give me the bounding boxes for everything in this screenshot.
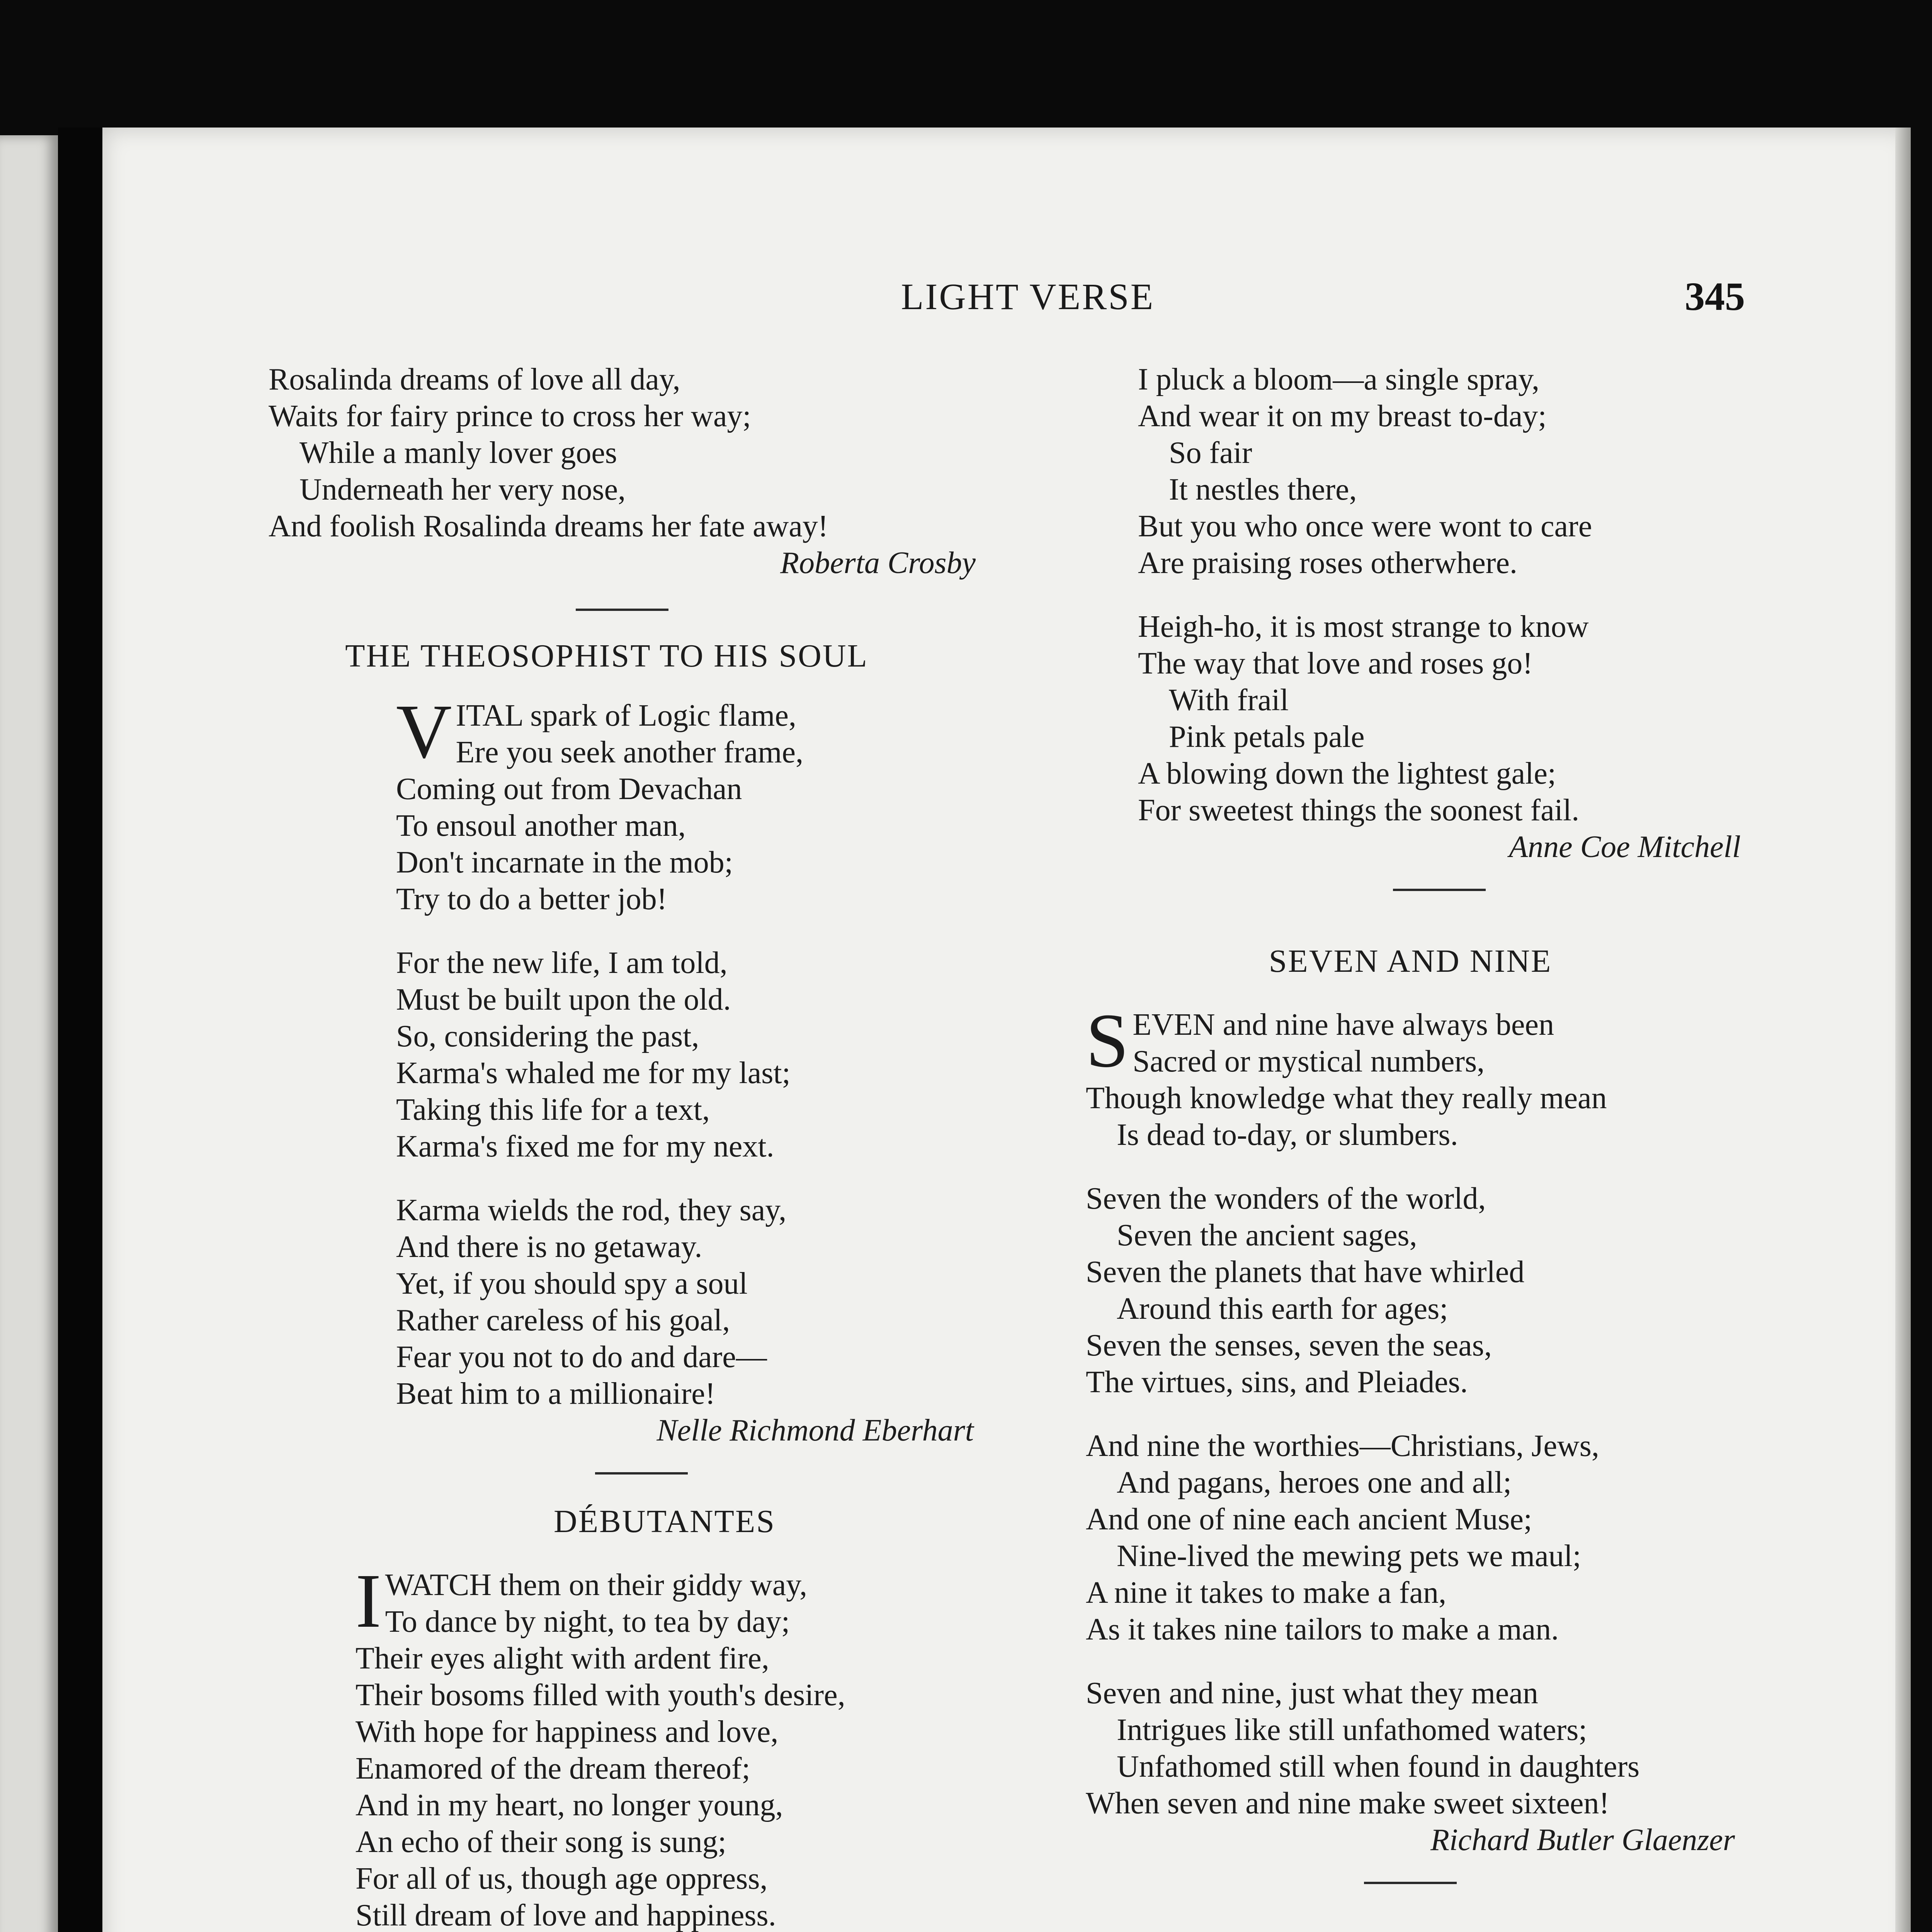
poem-wild-roses-part2 — [1138, 361, 1741, 891]
poem-line: Is dead to-day, or slumbers. — [1117, 1118, 1458, 1152]
poem-line: Seven the senses, seven the seas, — [1086, 1328, 1492, 1362]
poem-line: Their bosoms filled with youth's desire, — [355, 1678, 845, 1712]
poem-line: Sacred or mystical numbers, — [1133, 1044, 1485, 1078]
poem-line: Intrigues like still unfathomed waters; — [1117, 1713, 1587, 1747]
poem-line: Karma's fixed me for my next. — [396, 1129, 774, 1163]
book-spine — [58, 128, 102, 1932]
stanza — [1086, 1428, 1735, 1648]
poem-line: WATCH them on their giddy way, — [385, 1568, 808, 1602]
poem-line: Heigh-ho, it is most strange to know — [1138, 610, 1589, 644]
poem-line: The way that love and roses go! — [1138, 646, 1533, 680]
poem-line: Are praising roses otherwhere. — [1138, 546, 1517, 580]
poem-line: Yet, if you should spy a soul — [396, 1267, 748, 1301]
poem-line: For all of us, though age oppress, — [355, 1862, 768, 1896]
poem-line: Enamored of the dream thereof; — [355, 1752, 750, 1786]
adjacent-page-edge — [0, 135, 58, 1932]
poem-rosalinda — [269, 361, 976, 611]
poem-line: And nine the worthies—Christians, Jews, — [1086, 1429, 1599, 1463]
running-head: LIGHT VERSE — [901, 276, 1155, 317]
poem-line: A blowing down the lightest gale; — [1138, 757, 1556, 791]
poem-seven-and-nine — [1086, 943, 1735, 1884]
poem-debutantes — [355, 1503, 974, 1932]
poem-line: A nine it takes to make a fan, — [1086, 1576, 1447, 1610]
poem-line: Ere you seek another frame, — [456, 735, 804, 769]
poem-line: And pagans, heroes one and all; — [1117, 1466, 1512, 1500]
page-right-edge — [1895, 128, 1911, 1932]
poem-line: Waits for fairy prince to cross her way; — [269, 399, 751, 433]
poem-line: With hope for happiness and love, — [355, 1715, 779, 1749]
section-divider — [1393, 889, 1486, 891]
poem-line: Seven the wonders of the world, — [1086, 1182, 1486, 1216]
poem-line: It nestles there, — [1169, 473, 1357, 507]
poem-line: An echo of their song is sung; — [355, 1825, 726, 1859]
poem-line: Taking this life for a text, — [396, 1093, 710, 1127]
poem-line: And wear it on my breast to-day; — [1138, 399, 1547, 433]
poem-line: So fair — [1169, 436, 1252, 470]
stanza — [1138, 609, 1741, 829]
stanza — [332, 1192, 974, 1412]
poem-line: So, considering the past, — [396, 1019, 699, 1053]
poem-line: Karma's whaled me for my last; — [396, 1056, 791, 1090]
poem-line: Rather careless of his goal, — [396, 1303, 730, 1337]
poem-line: As it takes nine tailors to make a man. — [1086, 1612, 1559, 1646]
poem-line: Try to do a better job! — [396, 882, 667, 916]
poem-line: But you who once were wont to care — [1138, 509, 1592, 543]
poem-line: Beat him to a millionaire! — [396, 1377, 716, 1411]
stanza — [332, 689, 974, 918]
poem-line: For the new life, I am told, — [396, 946, 728, 980]
section-divider — [1364, 1882, 1457, 1884]
poem-line: And in my heart, no longer young, — [355, 1788, 783, 1822]
poem-line: Seven the ancient sages, — [1117, 1218, 1417, 1252]
stanza — [1086, 1180, 1735, 1401]
poem-line: For sweetest things the soonest fail. — [1138, 793, 1580, 827]
stanza — [332, 945, 974, 1165]
poem-line: EVEN and nine have always been — [1133, 1008, 1554, 1042]
poem-line: Their eyes alight with ardent fire, — [355, 1641, 769, 1675]
poem-line: Seven and nine, just what they mean — [1086, 1676, 1538, 1710]
poem-line: To dance by night, to tea by day; — [385, 1605, 790, 1639]
poem-line: To ensoul another man, — [396, 809, 686, 843]
poem-line: Seven the planets that have whirled — [1086, 1255, 1525, 1289]
poem-line: Still dream of love and happiness. — [355, 1898, 776, 1932]
poem-line: While a manly lover goes — [299, 436, 617, 470]
poem-line: Nine-lived the mewing pets we maul; — [1117, 1539, 1581, 1573]
drop-cap: V — [396, 689, 452, 774]
poem-line: ITAL spark of Logic flame, — [456, 699, 796, 733]
poem-author: Roberta Crosby — [780, 546, 976, 580]
stanza — [355, 1558, 974, 1932]
stanza — [1138, 361, 1741, 582]
poem-line: Underneath her very nose, — [299, 473, 626, 507]
poem-author: Anne Coe Mitchell — [1509, 830, 1741, 864]
poem-author: Nelle Richmond Eberhart — [656, 1413, 974, 1447]
drop-cap: I — [355, 1558, 381, 1644]
poem-line: And foolish Rosalinda dreams her fate away! — [269, 509, 828, 543]
poem-line: Around this earth for ages; — [1117, 1292, 1448, 1326]
poem-author: Richard Butler Glaenzer — [1430, 1823, 1735, 1857]
stanza — [1086, 998, 1735, 1153]
poem-line: Karma wields the rod, they say, — [396, 1193, 787, 1227]
poem-line: And there is no getaway. — [396, 1230, 702, 1264]
poem-line: Coming out from Devachan — [396, 772, 742, 806]
section-divider — [576, 609, 668, 611]
poem-line: Fear you not to do and dare— — [396, 1340, 767, 1374]
poem-line: When seven and nine make sweet sixteen! — [1086, 1786, 1610, 1820]
poem-theosophist — [332, 638, 974, 1475]
poem-line: Don't incarnate in the mob; — [396, 845, 733, 879]
poem-line: Though knowledge what they really mean — [1086, 1081, 1607, 1115]
poem-title: THE THEOSOPHIST TO HIS SOUL — [345, 638, 868, 674]
poem-title: SEVEN AND NINE — [1269, 943, 1552, 979]
poem-line: And one of nine each ancient Muse; — [1086, 1502, 1532, 1536]
stanza — [1086, 1675, 1735, 1822]
poem-line: With frail — [1169, 683, 1289, 717]
drop-cap: S — [1086, 998, 1129, 1083]
poem-line: Rosalinda dreams of love all day, — [269, 362, 680, 396]
poem-title: DÉBUTANTES — [554, 1503, 776, 1539]
page-number: 345 — [1685, 274, 1745, 319]
poem-line: Pink petals pale — [1169, 720, 1365, 754]
poem-line: Must be built upon the old. — [396, 983, 731, 1017]
poem-line: The virtues, sins, and Pleiades. — [1086, 1365, 1468, 1399]
poem-line: Unfathomed still when found in daughters — [1117, 1750, 1640, 1784]
poem-line: I pluck a bloom—a single spray, — [1138, 362, 1540, 396]
section-divider — [595, 1472, 688, 1475]
